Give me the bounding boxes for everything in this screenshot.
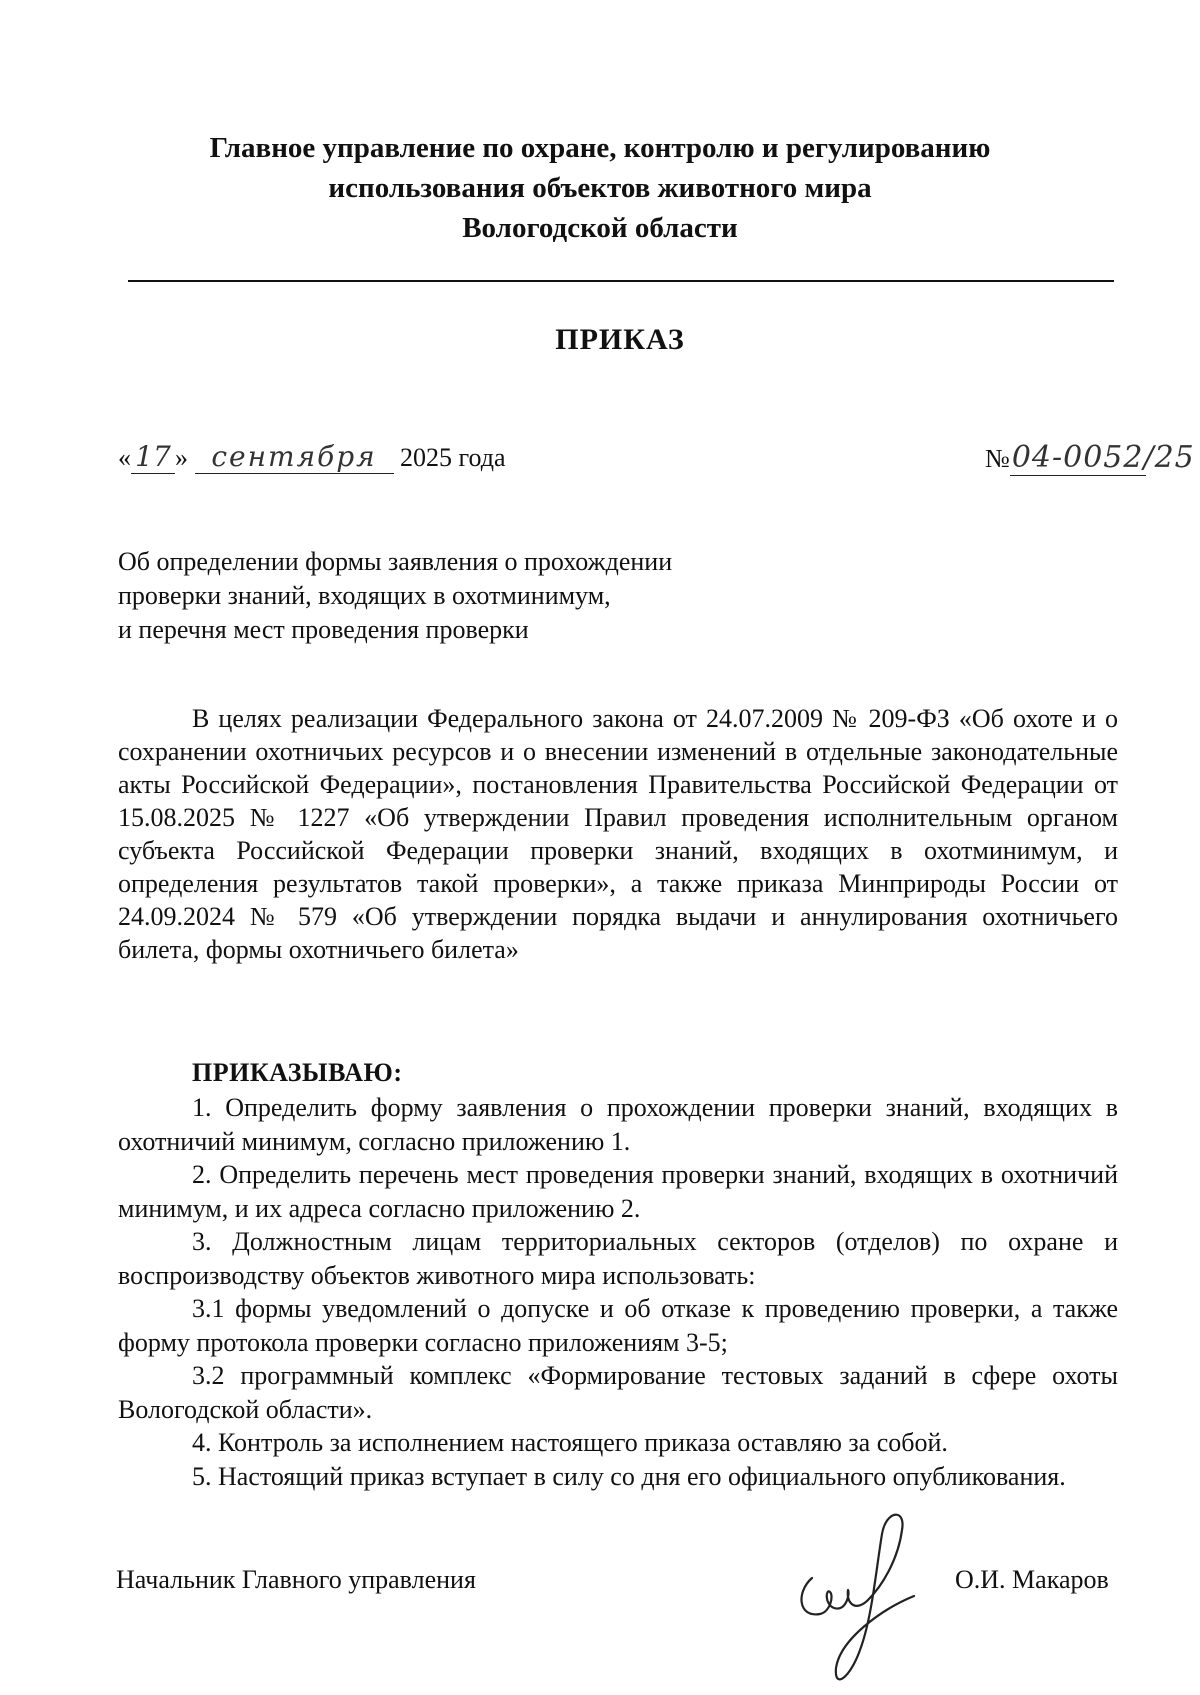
- org-line-2: использования объектов животного мира: [328, 172, 872, 204]
- subject-line-1: Об определении формы заявления о прохождении: [118, 547, 673, 576]
- number-prefix: №: [985, 444, 1010, 473]
- date-month-handwritten: сентября: [195, 440, 394, 474]
- order-item-3: 3. Должностным лицам территориальных секторов (отделов) по охране и воспроизводству объектов животного мира использовать:: [118, 1227, 1118, 1290]
- subject-line-2: проверки знаний, входящих в охотминимум,: [118, 581, 611, 610]
- org-line-3: Вологодской области: [462, 212, 738, 244]
- date-day-handwritten: 17: [131, 440, 175, 474]
- document-type-title: ПРИКАЗ: [555, 323, 685, 356]
- order-date: [118, 440, 506, 474]
- signatory-name: О.И. Макаров: [955, 1565, 1109, 1594]
- organization-header: [120, 128, 1080, 248]
- order-item-3-1: 3.1 формы уведомлений о допуске и об отказе к проведению проверки, а также форму протокола проверки согласно приложениям 3-5;: [118, 1294, 1118, 1357]
- preamble: [118, 702, 1118, 966]
- order-item-5: 5. Настоящий приказ вступает в силу со дня его официального опубликования.: [192, 1461, 1066, 1491]
- subject-line-3: и перечня мест проведения проверки: [118, 615, 529, 644]
- preamble-paragraph: В целях реализации Федерального закона от 24.07.2009 № 209-ФЗ «Об охоте и о сохранении охотничьих ресурсов и о внесении изменений в отдельные законодательные акты Российской Федерации», постановления Правительства Российской Федерации от 15.08.2025 № 1227 «Об утверждении Правил проведения исполнительным органом субъекта Российской Федерации проверки знаний, входящих в охотминимум, и определения результатов такой проверки», а также приказа Минприроды России от 24.09.2024 № 579 «Об утверждении порядка выдачи и аннулирования охотничьего билета, формы охотничьего билета»: [118, 704, 1118, 964]
- order-item-4: 4. Контроль за исполнением настоящего приказа оставляю за собой.: [192, 1428, 948, 1457]
- org-line-1: Главное управление по охране, контролю и регулированию: [209, 132, 991, 164]
- date-open-quote: «: [118, 443, 131, 472]
- order-number: [985, 440, 1195, 476]
- header-divider: [128, 280, 1114, 282]
- date-year: 2025 года: [400, 443, 506, 472]
- order-items: [118, 1091, 1118, 1493]
- signatory-title: Начальник Главного управления: [116, 1565, 476, 1594]
- order-heading: ПРИКАЗЫВАЮ:: [192, 1058, 403, 1087]
- handwritten-signature: [790, 1500, 960, 1695]
- order-item-1: 1. Определить форму заявления о прохождении проверки знаний, входящих в охотничий минимум, согласно приложению 1.: [118, 1093, 1118, 1156]
- number-handwritten: 04-0052/25: [1011, 440, 1195, 475]
- order-subject: [118, 545, 672, 647]
- order-item-3-2: 3.2 программный комплекс «Формирование тестовых заданий в сфере охоты Вологодской области».: [118, 1361, 1118, 1424]
- order-item-2: 2. Определить перечень мест проведения проверки знаний, входящих в охотничий минимум, и их адреса согласно приложению 2.: [118, 1160, 1118, 1223]
- date-close-quote: »: [175, 443, 188, 472]
